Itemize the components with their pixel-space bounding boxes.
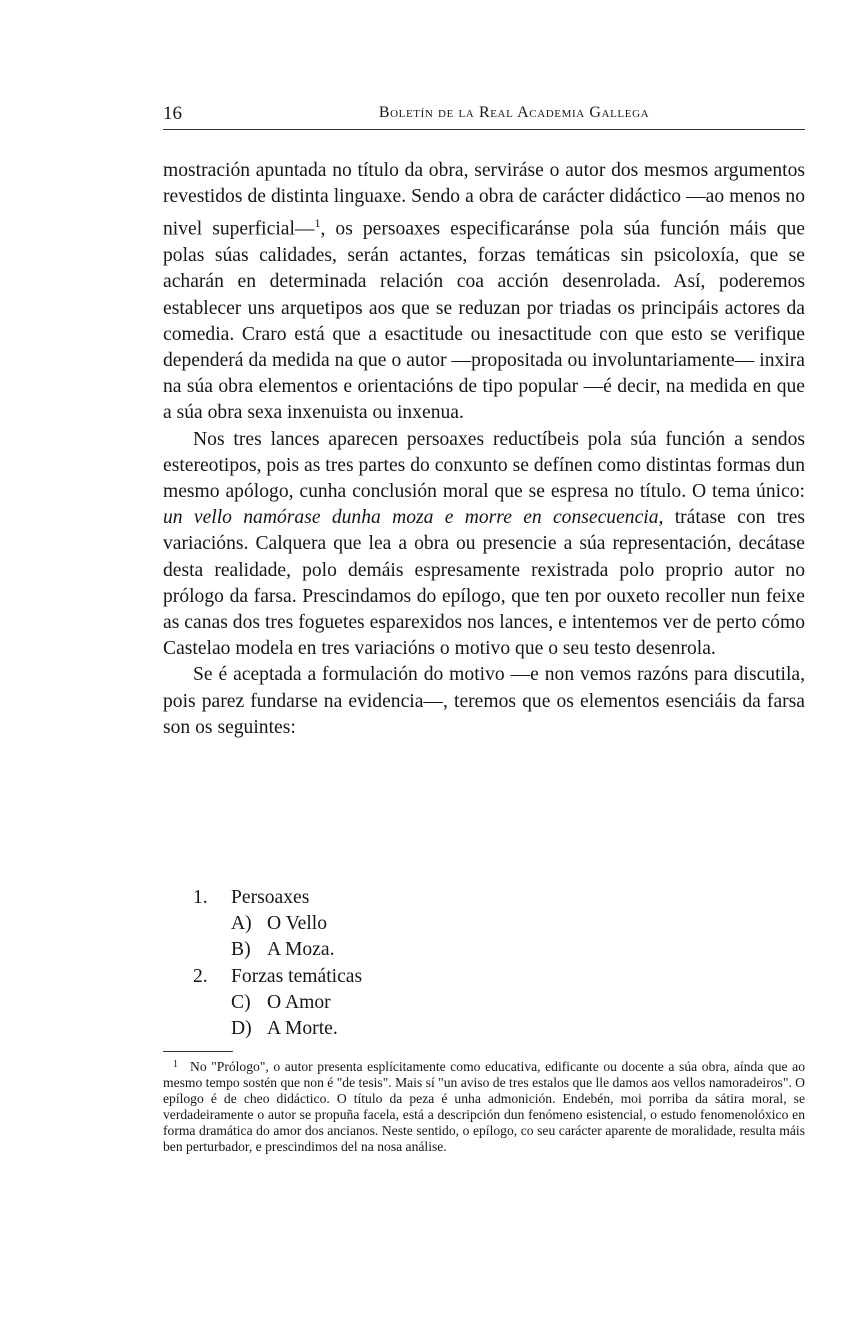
- outline-number: 2.: [193, 965, 208, 987]
- footnote-text: No "Prólogo", o autor presenta esplícitamente como educativa, edificante ou docente a súa obra, aínda que ao mesmo tempo sostén que non é "de tesis". Mais sí "un aviso de tres estalos que lle damos aos vellos namoradeiros". O epílogo é de cheo didáctico. O título da peza é unha admonición. Endebén, moi porriba da sátira moral, se verdadeiramente o autor se propuña facela, está a descripción dun fenómeno esistencial, o estudo fenomenolóxico en forma dramática do amor dos ancianos. Neste sentido, o epílogo, co seu carácter aparente de moralidade, resulta máis ben perturbador, e prescindimos del na nosa análise.: [163, 1059, 805, 1154]
- paragraph-2: [163, 427, 805, 663]
- outline-subitem: [193, 1016, 493, 1042]
- footnote: [163, 1057, 805, 1155]
- outline-letter: C): [231, 991, 251, 1013]
- paragraph-1: [163, 158, 805, 427]
- main-text: [163, 158, 805, 741]
- running-title: Boletín de la Real Academia Gallega: [378, 104, 650, 121]
- outline-label: Forzas temáticas: [231, 965, 363, 987]
- outline-subitem: [193, 990, 493, 1016]
- outline-subitem: [193, 937, 493, 963]
- paragraph-2-text: Nos tres lances aparecen persoaxes reductíbeis pola súa función a sendos estereotipos, pois as tres partes do conxunto se defínen como distintas formas dun mesmo apólogo, cunha conclusión moral que se espresa no título. O tema único:: [163, 428, 805, 502]
- outline-number: 1.: [193, 887, 208, 908]
- paragraph-1-text-cont: , os persoaxes especificaránse pola súa función máis que polas súas calidades, serán actantes, forzas temáticas sin psicoloxía, que se acharán en determinada relación coa acción desenrolada. Así, poderemos establecer uns arquetipos aos que se reduzan por triadas os principáis actores da comedia. Craro está que a esactitude ou inesactitude con que esto se verifique dependerá da medida na que o autor —propositada ou involuntariamente— inxira na súa obra elementos e orientacións de tipo popular —é decir, na medida en que a súa obra sexa inxenuista ou inxenua.: [163, 218, 805, 424]
- paragraph-3: Se é aceptada a formulación do motivo —e non vemos razóns para discutila, pois parez fundarse na evidencia—, teremos que os elementos esenciáis da farsa son os seguintes:: [163, 664, 805, 738]
- footnote-marker: 1: [173, 1059, 178, 1070]
- outline-sublabel: A Moza.: [267, 939, 335, 961]
- paragraph-2-text-cont: trátase con tres variacións. Calquera que lea a obra ou presencie a súa representación, decátase desta realidade, polo demáis espresamente rexistrada polo proprio autor no prólogo da farsa. Prescindamos do epílogo, que ten por ouxeto recoller nun feixe as canas dos tres foguetes esparexidos nos lances, e intentemos ver de perto cómo Castelao modela en tres variacións o motivo que o seu testo desenrola.: [163, 507, 805, 660]
- outline-item: [193, 885, 493, 911]
- outline-item: [193, 964, 493, 990]
- outline-letter: B): [231, 939, 251, 961]
- paragraph-2-italic-theme: un vello namórase dunha moza e morre en consecuencia,: [163, 507, 664, 529]
- outline-sublabel: A Morte.: [267, 1018, 338, 1040]
- outline-label: Persoaxes: [231, 887, 310, 908]
- outline-letter: D): [231, 1018, 252, 1040]
- elements-outline: [193, 885, 493, 1042]
- paragraph-1-text: mostración apuntada no título da obra, serviráse o autor dos mesmos argumentos revestidos de distinta linguaxe. Sendo a obra de carácter didáctico —ao menos no nivel superficial—: [163, 160, 805, 240]
- footnote-reference: 1: [314, 216, 321, 231]
- outline-sublabel: O Amor: [267, 991, 331, 1013]
- page-number: 16: [163, 103, 182, 124]
- outline-sublabel: O Vello: [267, 913, 328, 935]
- outline-letter: A): [231, 913, 252, 935]
- outline-subitem: [193, 911, 493, 937]
- footnote-divider: [163, 1051, 233, 1052]
- running-header: [163, 103, 805, 130]
